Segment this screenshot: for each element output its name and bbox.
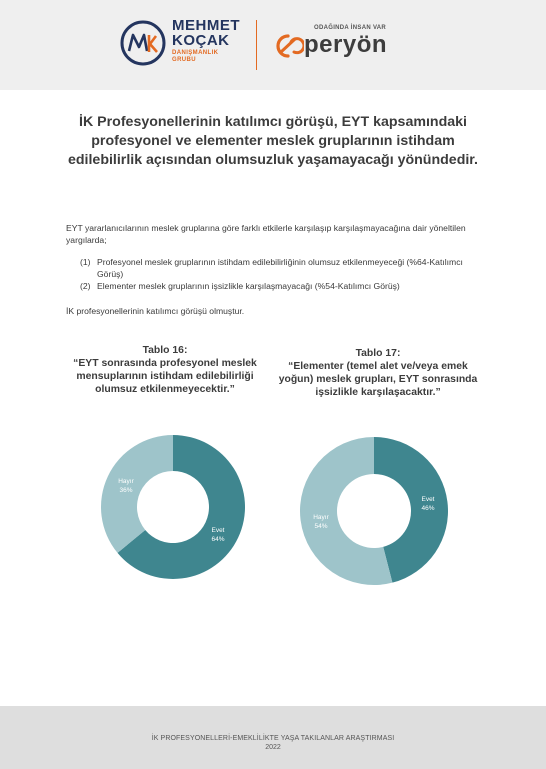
table-17-caption <box>273 347 483 399</box>
donut-label-evet: Evet 64% <box>211 527 225 543</box>
list-item-text: Elementer meslek gruplarının işsizlikle karşılaşmayacağı (%54-Katılımcı Görüş) <box>97 281 400 291</box>
list-item-text: Profesyonel meslek gruplarının istihdam edilebilirliğinin olumsuz etkilenmeyeceği (%64-Katılımcı Görüş) <box>97 257 463 279</box>
donut-label-hay-r: Hayır 36% <box>118 478 134 494</box>
list-item-number: (2) <box>80 281 91 291</box>
footer-year: 2022 <box>265 744 281 751</box>
page-title: İK Profesyonellerinin katılımcı görüşü, EYT kapsamındaki profesyonel ve elementer meslek gruplarının istihdam edilebilirlik açısından olumsuzluk yaşamayacağı yönündedir. <box>67 114 478 168</box>
brand1-sub2: GRUBU <box>172 57 196 63</box>
mehmet-kocak-wordmark <box>172 18 240 64</box>
list-item <box>80 280 490 292</box>
donut-chart-table-17 <box>297 433 451 589</box>
mehmet-kocak-logo-icon <box>119 19 167 67</box>
peryon-tagline: ODAĞINDA İNSAN VAR <box>314 25 387 31</box>
table-17-label: Tablo 17: <box>355 348 401 359</box>
findings-list <box>80 256 490 292</box>
list-item-number: (1) <box>80 257 91 267</box>
donut-label-hay-r: Hayır 54% <box>313 514 329 530</box>
footer-title: İK PROFESYONELLERİ-EMEKLİLİKTE YAŞA TAKILANLAR ARAŞTIRMASI <box>151 735 395 742</box>
donut-label-evet: Evet 46% <box>421 496 435 512</box>
header-divider <box>256 20 257 70</box>
list-item <box>80 256 490 280</box>
table-17-text: “Elementer (temel alet ve/veya emek yoğun) meslek grupları, EYT sonrasında işsizlikle karşılaşacaktır.” <box>278 361 478 398</box>
brand1-line1: MEHMET <box>172 17 240 34</box>
peryon-wordmark: peryön <box>304 31 388 58</box>
outro-paragraph: İK profesyonellerinin katılımcı görüşü olmuştur. <box>66 306 245 316</box>
table-16-caption <box>60 344 270 396</box>
page-footer <box>0 706 546 769</box>
intro-paragraph: EYT yararlanıcılarının meslek gruplarına göre farklı etkilerle karşılaşıp karşılaşmayacağına dair yöneltilen yargılarda; <box>66 223 466 245</box>
table-16-text: “EYT sonrasında profesyonel meslek mensuplarının istihdam edilebilirliği olumsuz etkilenmeyecektir.” <box>73 358 257 395</box>
donut-chart-table-16 <box>97 429 249 585</box>
page-header <box>0 0 546 90</box>
brand1-line2: KOÇAK <box>172 32 230 49</box>
brand1-sub <box>172 50 240 64</box>
brand1-sub1: DANIŞMANLIK <box>172 50 219 56</box>
donut-slice-hay-r <box>101 435 173 553</box>
peryon-logo-icon <box>272 30 304 62</box>
table-16-label: Tablo 16: <box>142 345 188 356</box>
